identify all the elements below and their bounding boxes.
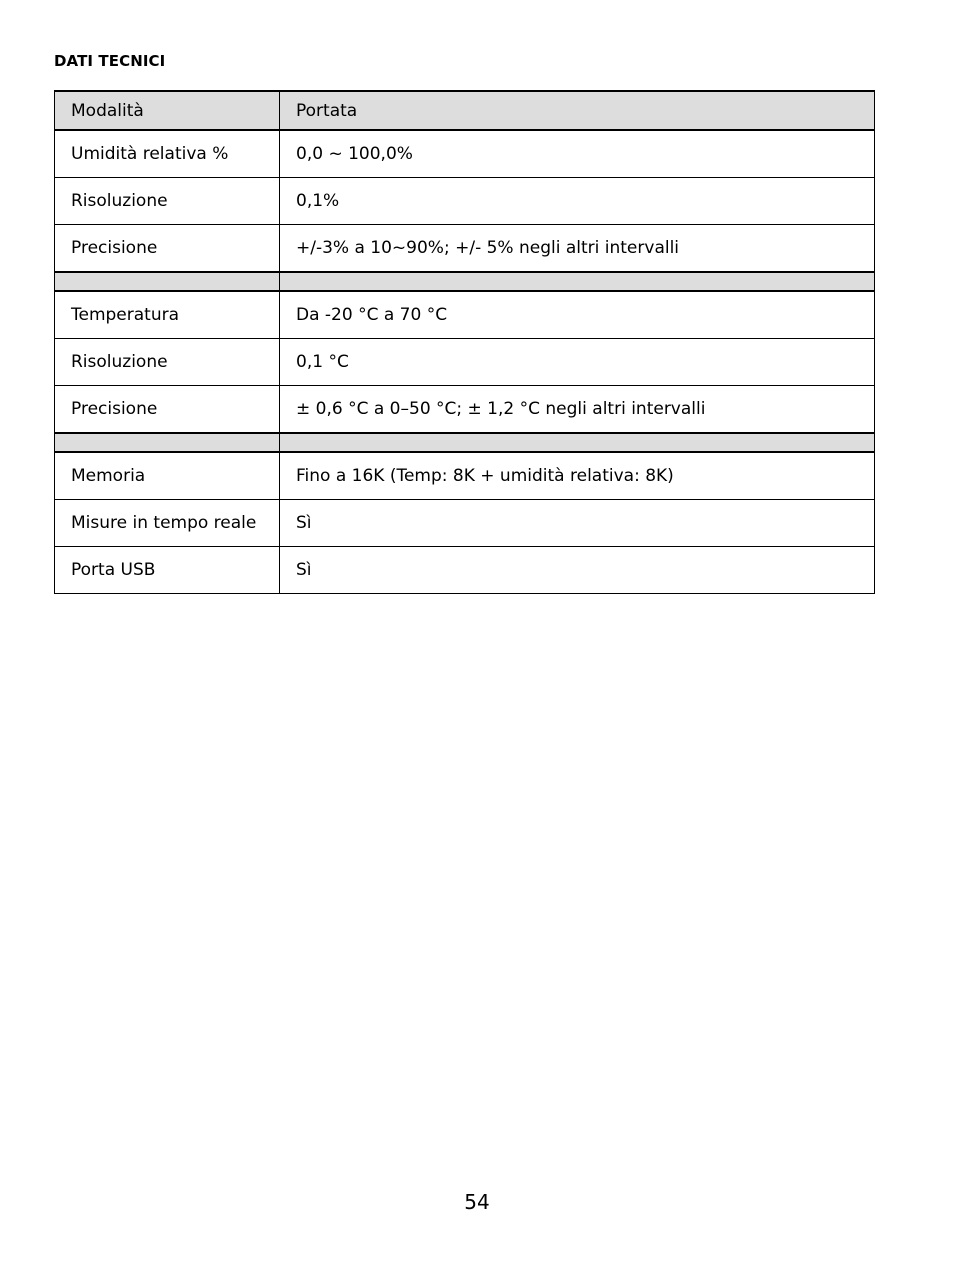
table-row bbox=[55, 547, 875, 594]
row-value: Da -20 °C a 70 °C bbox=[280, 291, 875, 339]
row-label: Memoria bbox=[55, 452, 280, 500]
table-header-row bbox=[55, 91, 875, 130]
row-value: ± 0,6 °C a 0–50 °C; ± 1,2 °C negli altri intervalli bbox=[280, 386, 875, 434]
table-row bbox=[55, 339, 875, 386]
separator-cell bbox=[55, 433, 280, 452]
row-label: Porta USB bbox=[55, 547, 280, 594]
table-row bbox=[55, 500, 875, 547]
page-number: 54 bbox=[464, 1190, 490, 1214]
row-label: Risoluzione bbox=[55, 178, 280, 225]
separator-row bbox=[55, 272, 875, 291]
section-title: DATI TECNICI bbox=[54, 52, 166, 70]
separator-cell bbox=[55, 272, 280, 291]
table-row bbox=[55, 386, 875, 434]
header-range: Portata bbox=[280, 91, 875, 130]
row-label: Misure in tempo reale bbox=[55, 500, 280, 547]
separator-cell bbox=[280, 272, 875, 291]
table-row bbox=[55, 178, 875, 225]
table-row bbox=[55, 130, 875, 178]
row-value: 0,0 ~ 100,0% bbox=[280, 130, 875, 178]
row-label: Temperatura bbox=[55, 291, 280, 339]
header-mode: Modalità bbox=[55, 91, 280, 130]
row-label: Umidità relativa % bbox=[55, 130, 280, 178]
table-row bbox=[55, 291, 875, 339]
row-label: Risoluzione bbox=[55, 339, 280, 386]
row-label: Precisione bbox=[55, 225, 280, 273]
row-value: Sì bbox=[280, 547, 875, 594]
row-value: +/-3% a 10~90%; +/- 5% negli altri intervalli bbox=[280, 225, 875, 273]
specifications-table bbox=[54, 90, 875, 594]
separator-cell bbox=[280, 433, 875, 452]
row-label: Precisione bbox=[55, 386, 280, 434]
row-value: Sì bbox=[280, 500, 875, 547]
row-value: Fino a 16K (Temp: 8K + umidità relativa: 8K) bbox=[280, 452, 875, 500]
row-value: 0,1 °C bbox=[280, 339, 875, 386]
table-row bbox=[55, 225, 875, 273]
table-row bbox=[55, 452, 875, 500]
row-value: 0,1% bbox=[280, 178, 875, 225]
separator-row bbox=[55, 433, 875, 452]
